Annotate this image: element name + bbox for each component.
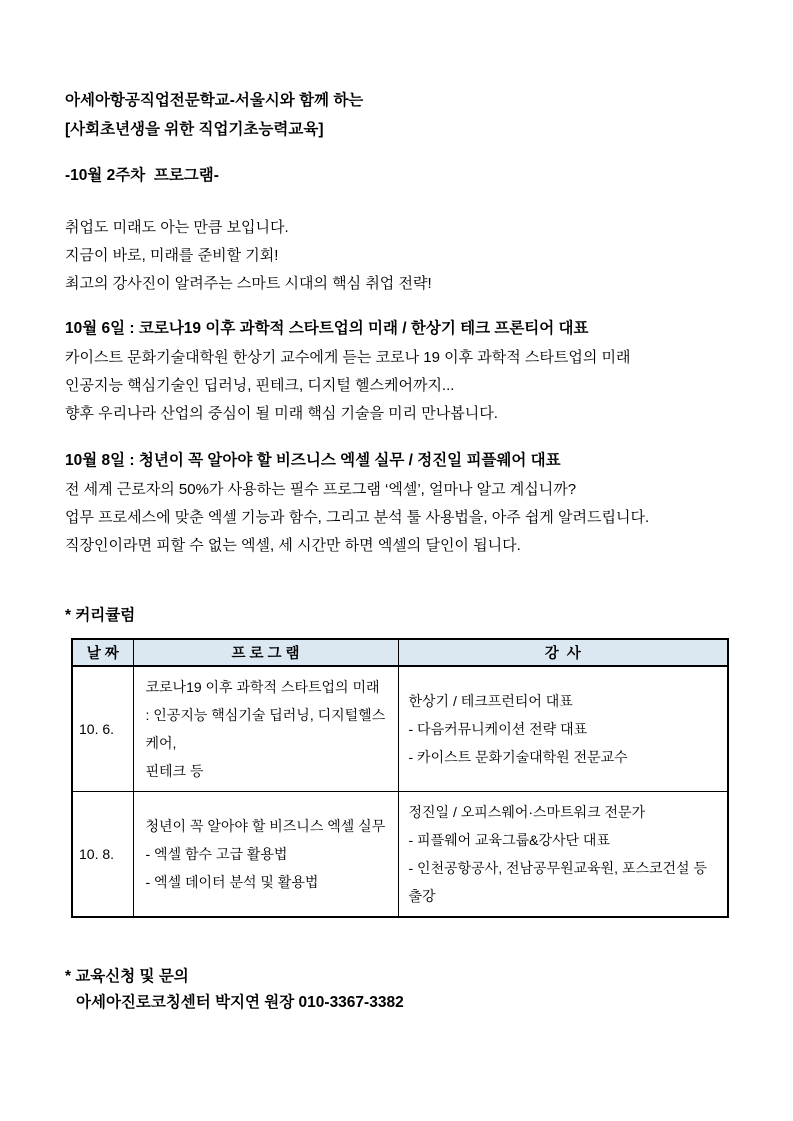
session-desc-line: 향후 우리나라 산업의 중심이 될 미래 핵심 기술을 미리 만나봅니다.	[65, 405, 498, 422]
program-line: 청년이 꼭 알아야 할 비즈니스 엑셀 실무	[145, 818, 386, 834]
instructor-line: - 인천공항공사, 전남공무원교육원, 포스코건설 등 출강	[408, 860, 711, 904]
program-cell	[133, 666, 398, 792]
program-line: - 엑셀 데이터 분석 및 활용법	[145, 874, 319, 890]
table-row	[72, 666, 728, 792]
date-cell: 10. 8.	[72, 792, 133, 918]
instructor-line: 한상기 / 테크프런티어 대표	[408, 693, 573, 709]
intro-line: 최고의 강사진이 알려주는 스마트 시대의 핵심 취업 전략!	[65, 275, 432, 292]
curriculum-table	[71, 638, 729, 918]
instructor-line: - 피플웨어 교육그룹&강사단 대표	[408, 832, 610, 848]
document-title-line2: [사회초년생을 위한 직업기초능력교육]	[65, 121, 324, 138]
table-row	[72, 792, 728, 918]
contact-detail: 아세아진로코칭센터 박지연 원장 010-3367-3382	[76, 994, 404, 1011]
session-oct6-description	[65, 344, 735, 428]
program-line: : 인공지능 핵심기술 딥러닝, 디지털헬스케어,	[145, 707, 386, 751]
program-cell	[133, 792, 398, 918]
session-desc-line: 인공지능 핵심기술인 딥러닝, 핀테크, 디지털 헬스케어까지...	[65, 377, 455, 394]
session-oct6-heading: 10월 6일 : 코로나19 이후 과학적 스타트업의 미래 / 한상기 테크 프론티어 대표	[65, 320, 589, 337]
intro-paragraph	[65, 214, 735, 298]
session-desc-line: 카이스트 문화기술대학원 한상기 교수에게 듣는 코로나 19 이후 과학적 스타트업의 미래	[65, 349, 631, 366]
column-header-instructor: 강 사	[398, 639, 728, 666]
session-oct8-description	[65, 476, 735, 560]
instructor-cell	[398, 666, 728, 792]
week-subtitle: -10월 2주차 프로그램-	[65, 167, 219, 184]
session-oct8-heading: 10월 8일 : 청년이 꼭 알아야 할 비즈니스 엑셀 실무 / 정진일 피플웨어 대표	[65, 452, 561, 469]
session-desc-line: 전 세계 근로자의 50%가 사용하는 필수 프로그램 ‘엑셀’, 얼마나 알고 계십니까?	[65, 481, 577, 498]
program-line: 핀테크 등	[145, 763, 204, 779]
session-desc-line: 직장인이라면 피할 수 없는 엑셀, 세 시간만 하면 엑셀의 달인이 됩니다.	[65, 537, 521, 554]
document-title	[65, 86, 735, 144]
session-oct8	[65, 446, 735, 560]
document-title-line1: 아세아항공직업전문학교-서울시와 함께 하는	[65, 92, 364, 109]
date-cell: 10. 6.	[72, 666, 133, 792]
instructor-line: - 다음커뮤니케이션 전략 대표	[408, 721, 588, 737]
contact-section	[65, 964, 735, 1016]
contact-heading: * 교육신청 및 문의	[65, 968, 189, 985]
curriculum-heading: * 커리큘럼	[65, 607, 136, 624]
table-header-row	[72, 639, 728, 666]
column-header-date: 날 짜	[72, 639, 133, 666]
program-line: 코로나19 이후 과학적 스타트업의 미래	[145, 679, 380, 695]
session-desc-line: 업무 프로세스에 맞춘 엑셀 기능과 함수, 그리고 분석 툴 사용법을, 아주 쉽게 알려드립니다.	[65, 509, 650, 526]
instructor-cell	[398, 792, 728, 918]
intro-line: 지금이 바로, 미래를 준비할 기회!	[65, 247, 279, 264]
intro-line: 취업도 미래도 아는 만큼 보입니다.	[65, 219, 289, 236]
session-oct6	[65, 314, 735, 428]
program-line: - 엑셀 함수 고급 활용법	[145, 846, 288, 862]
column-header-program: 프 로 그 램	[133, 639, 398, 666]
instructor-line: 정진일 / 오피스웨어·스마트워크 전문가	[408, 804, 646, 820]
instructor-line: - 카이스트 문화기술대학원 전문교수	[408, 749, 628, 765]
